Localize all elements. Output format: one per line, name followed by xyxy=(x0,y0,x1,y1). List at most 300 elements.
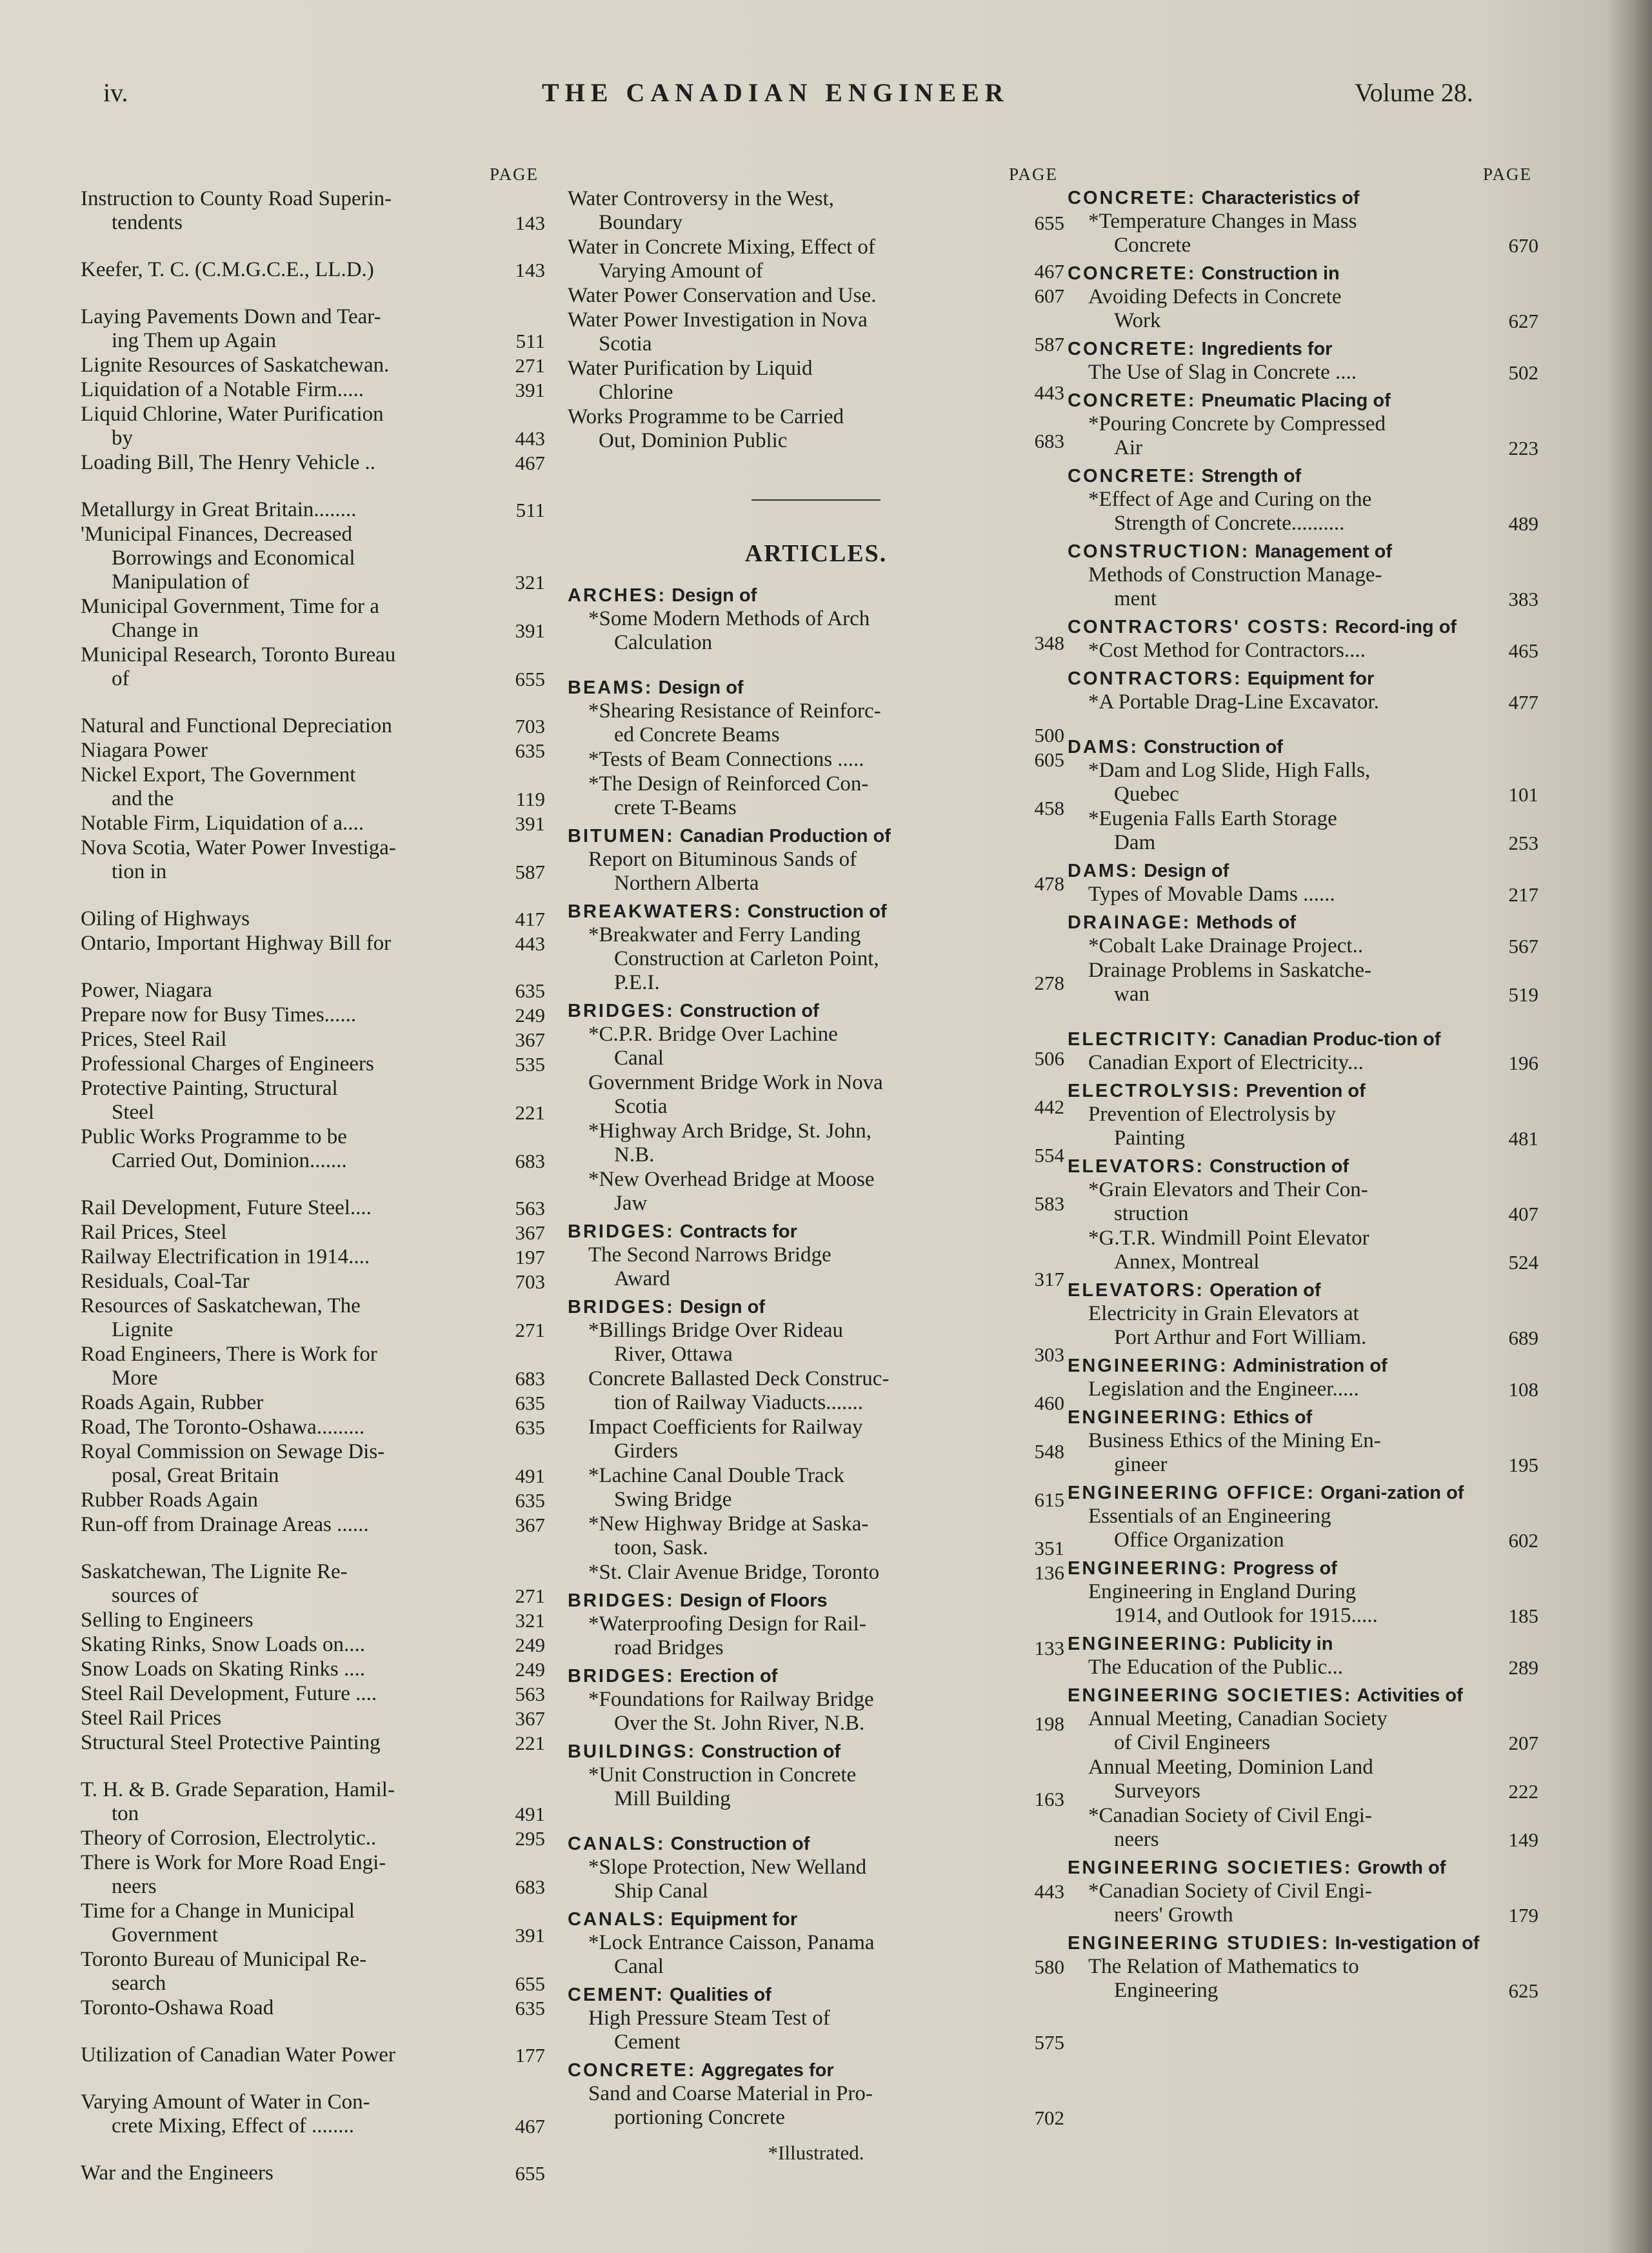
entry-page-number: 278 xyxy=(1034,972,1064,994)
entry-line: tion of Railway Viaducts....... xyxy=(614,1391,864,1414)
index-entry xyxy=(568,2082,1064,2130)
entry-line: Mill Building xyxy=(614,1787,731,1810)
entry-line: sources of xyxy=(112,1584,199,1607)
group-heading xyxy=(568,901,1064,923)
index-entry xyxy=(81,1488,545,1512)
entry-title xyxy=(81,763,486,811)
group-category: CONCRETE: xyxy=(1068,390,1197,411)
article-group xyxy=(1068,912,1538,1006)
entry-page-number: 417 xyxy=(515,908,545,930)
index-entry xyxy=(81,595,545,643)
index-entry xyxy=(81,1196,545,1220)
entry-title xyxy=(81,1343,486,1390)
entry-page-number: 575 xyxy=(1034,2031,1064,2054)
entry-title xyxy=(568,1512,1005,1560)
article-group xyxy=(1068,465,1538,536)
entry-page-number: 563 xyxy=(515,1197,545,1219)
index-entry xyxy=(81,1899,545,1947)
entry-line: *Cobalt Lake Drainage Project.. xyxy=(1088,934,1364,957)
entry-title xyxy=(81,258,486,282)
index-entry xyxy=(81,258,545,282)
entry-title xyxy=(81,1560,486,1608)
entry-page-number: 703 xyxy=(515,715,545,737)
group-subheading: In-vestigation of xyxy=(1335,1933,1480,1954)
index-entry xyxy=(81,812,545,836)
group-category: CONCRETE: xyxy=(568,2060,697,2081)
entry-page-number: 143 xyxy=(515,212,545,234)
entry-line: Nickel Export, The Government xyxy=(81,763,356,786)
group-subheading: Design of xyxy=(1144,861,1229,881)
index-entry xyxy=(81,1077,545,1125)
index-entry xyxy=(1068,563,1538,611)
entry-page-number: 185 xyxy=(1508,1605,1538,1627)
entry-line: Natural and Functional Depreciation xyxy=(81,714,392,737)
group-heading xyxy=(1068,736,1538,759)
index-entry xyxy=(1068,1051,1538,1075)
entry-line: Run-off from Drainage Areas ...... xyxy=(81,1513,369,1536)
entry-title xyxy=(81,1682,486,1706)
entry-line: crete T-Beams xyxy=(614,796,737,819)
entry-title xyxy=(568,848,1005,896)
article-group xyxy=(1068,1633,1538,1679)
group-category: CEMENT: xyxy=(568,1985,664,2005)
volume-label: Volume 28. xyxy=(1355,78,1473,107)
entry-title xyxy=(1068,1505,1479,1552)
entry-title xyxy=(568,1243,1005,1291)
entry-title xyxy=(81,1391,486,1415)
entry-page-number: 133 xyxy=(1034,1637,1064,1659)
entry-line: Sand and Coarse Material in Pro- xyxy=(588,2082,873,2105)
entry-page-number: 602 xyxy=(1508,1529,1538,1552)
entry-line: Water Controversy in the West, xyxy=(568,187,834,210)
entry-line: *Billings Bridge Over Rideau xyxy=(588,1319,844,1342)
entry-page-number: 223 xyxy=(1508,437,1538,459)
entry-page-number: 443 xyxy=(1034,1880,1064,1903)
entry-line: Lignite Resources of Saskatchewan. xyxy=(81,354,390,377)
group-subheading: Strength of xyxy=(1201,466,1302,486)
index-entry xyxy=(1068,1656,1538,1679)
entry-page-number: 149 xyxy=(1508,1828,1538,1851)
entry-line: Strength of Concrete.......... xyxy=(1114,512,1345,535)
entry-page-number: 317 xyxy=(1034,1268,1064,1290)
entry-title xyxy=(1068,1103,1479,1150)
entry-page-number: 222 xyxy=(1508,1780,1538,1803)
group-subheading: Organi-zation of xyxy=(1320,1483,1464,1503)
index-entry xyxy=(1068,1756,1538,1803)
entry-page-number: 351 xyxy=(1034,1537,1064,1559)
entry-line: Liquid Chlorine, Water Purification xyxy=(81,403,384,426)
entry-page-number: 458 xyxy=(1034,797,1064,819)
entry-page-number: 367 xyxy=(515,1707,545,1730)
group-subheading: Design of Floors xyxy=(679,1590,828,1611)
entry-title xyxy=(568,772,1005,820)
group-category: ENGINEERING: xyxy=(1068,1407,1228,1428)
index-entry xyxy=(568,2007,1064,2054)
entry-line: Time for a Change in Municipal xyxy=(81,1899,355,1923)
entry-line: neers' Growth xyxy=(1114,1903,1233,1927)
index-entry xyxy=(81,1827,545,1850)
entry-page-number: 524 xyxy=(1508,1251,1538,1274)
group-subheading: Record-ing of xyxy=(1335,617,1457,637)
group-subheading: Methods of xyxy=(1196,912,1297,933)
group-heading xyxy=(1068,1080,1538,1103)
entry-line: *Highway Arch Bridge, St. John, xyxy=(588,1119,872,1143)
index-entry xyxy=(81,1125,545,1173)
entry-line: Office Organization xyxy=(1114,1528,1284,1552)
index-entry xyxy=(81,378,545,402)
entry-line: Swing Bridge xyxy=(614,1488,732,1511)
entry-line: *Cost Method for Contractors.... xyxy=(1088,639,1366,662)
group-heading xyxy=(1068,860,1538,883)
entry-line: ton xyxy=(112,1802,139,1825)
index-entry xyxy=(81,1245,545,1269)
entry-title xyxy=(568,607,1005,655)
index-entry xyxy=(81,836,545,884)
article-group xyxy=(1068,668,1538,714)
group-heading xyxy=(568,1908,1064,1931)
index-entry xyxy=(81,763,545,811)
entry-line: *Temperature Changes in Mass xyxy=(1088,210,1357,233)
group-subheading: Construction of xyxy=(747,901,887,922)
article-group xyxy=(1068,1407,1538,1477)
group-subheading: Construction of xyxy=(1209,1156,1349,1177)
group-subheading: Pneumatic Placing of xyxy=(1201,390,1391,411)
entry-title xyxy=(568,2007,1005,2054)
group-category: BRIDGES: xyxy=(568,1666,675,1687)
group-heading xyxy=(1068,338,1538,361)
entry-page-number: 221 xyxy=(515,1101,545,1124)
group-subheading: Contracts for xyxy=(679,1221,797,1242)
entry-line: Scotia xyxy=(614,1095,668,1118)
entry-page-number: 467 xyxy=(515,452,545,474)
entry-title xyxy=(81,1996,486,2020)
entry-page-number: 655 xyxy=(515,1972,545,1995)
entry-page-number: 143 xyxy=(515,259,545,281)
entry-line: crete Mixing, Effect of ........ xyxy=(112,2114,355,2138)
article-group xyxy=(1068,541,1538,611)
article-group xyxy=(568,1833,1064,1903)
entry-line: Electricity in Grain Elevators at xyxy=(1088,1302,1359,1325)
entry-title xyxy=(568,1071,1005,1119)
group-subheading: Ethics of xyxy=(1233,1407,1313,1428)
entry-page-number: 119 xyxy=(515,788,545,810)
entry-line: The Education of the Public... xyxy=(1088,1656,1343,1679)
group-heading xyxy=(1068,263,1538,285)
entry-line: Selling to Engineers xyxy=(81,1608,254,1632)
index-entry xyxy=(81,1948,545,1996)
entry-line: *G.T.R. Windmill Point Elevator xyxy=(1088,1227,1369,1250)
entry-line: Construction at Carleton Point, xyxy=(614,947,879,970)
group-category: BUILDINGS: xyxy=(568,1741,697,1762)
entry-title xyxy=(1068,1302,1479,1350)
article-group xyxy=(568,1000,1064,1216)
group-category: ENGINEERING: xyxy=(1068,1558,1228,1579)
entry-page-number: 683 xyxy=(515,1367,545,1390)
entry-line: Borrowings and Economical xyxy=(112,546,355,570)
group-heading xyxy=(1068,465,1538,488)
index-entry xyxy=(81,305,545,353)
entry-line: Annual Meeting, Dominion Land xyxy=(1088,1756,1373,1779)
entry-line: The Second Narrows Bridge xyxy=(588,1243,831,1267)
entry-line: *Lachine Canal Double Track xyxy=(588,1464,844,1487)
entry-title xyxy=(568,1023,1005,1070)
entry-line: Steel Rail Prices xyxy=(81,1707,222,1730)
entry-line: The Relation of Mathematics to xyxy=(1088,1955,1359,1978)
entry-line: *A Portable Drag-Line Excavator. xyxy=(1088,690,1379,714)
entry-page-number: 407 xyxy=(1508,1203,1538,1225)
entry-title xyxy=(81,907,486,931)
group-heading xyxy=(568,1741,1064,1763)
entry-line: Award xyxy=(614,1267,670,1290)
entry-page-number: 477 xyxy=(1508,691,1538,714)
entry-title xyxy=(568,1319,1005,1367)
index-entry xyxy=(81,1343,545,1390)
entry-line: by xyxy=(112,426,133,450)
group-heading xyxy=(1068,616,1538,639)
index-entry xyxy=(568,1512,1064,1560)
entry-page-number: 321 xyxy=(515,1609,545,1632)
index-entry xyxy=(1068,1505,1538,1552)
group-category: CANALS: xyxy=(568,1834,666,1854)
group-heading xyxy=(568,1984,1064,2007)
group-subheading: Construction of xyxy=(701,1741,841,1762)
entry-page-number: 478 xyxy=(1034,872,1064,895)
group-heading xyxy=(1068,1857,1538,1879)
entry-page-number: 467 xyxy=(515,2115,545,2138)
group-subheading: Equipment for xyxy=(1247,668,1375,689)
index-entry xyxy=(81,2090,545,2138)
entry-page-number: 627 xyxy=(1508,310,1538,332)
article-group xyxy=(568,2059,1064,2130)
article-groups xyxy=(1068,187,1538,2003)
index-entry xyxy=(81,523,545,594)
entry-title xyxy=(81,812,486,836)
entry-title xyxy=(81,714,486,738)
entry-page-number: 348 xyxy=(1034,632,1064,654)
entry-line: Change in xyxy=(112,619,199,642)
entry-page-number: 548 xyxy=(1034,1440,1064,1463)
group-category: DAMS: xyxy=(1068,861,1139,881)
entry-title xyxy=(81,403,486,450)
entry-line: *The Design of Reinforced Con- xyxy=(588,772,869,796)
page-column-label: PAGE xyxy=(1482,165,1532,184)
entry-title xyxy=(568,1856,1005,1903)
entry-page-number: 703 xyxy=(515,1270,545,1293)
entry-line: Painting xyxy=(1114,1126,1186,1150)
entry-page-number: 249 xyxy=(515,1004,545,1026)
entry-line: tendents xyxy=(112,211,183,234)
entry-line: Work xyxy=(1114,309,1161,332)
entry-page-number: 702 xyxy=(1034,2107,1064,2129)
entry-page-number: 506 xyxy=(1034,1047,1064,1070)
entry-page-number: 207 xyxy=(1508,1732,1538,1754)
group-category: ENGINEERING SOCIETIES: xyxy=(1068,1685,1353,1706)
entry-line: Surveyors xyxy=(1114,1779,1200,1803)
entry-line: neers xyxy=(112,1875,157,1898)
entry-title xyxy=(81,1196,486,1220)
entry-title xyxy=(81,1513,486,1537)
index-column-2 xyxy=(568,161,1064,2165)
entry-title xyxy=(81,739,486,763)
index-entry xyxy=(1068,1707,1538,1755)
entry-line: *Pouring Concrete by Compressed xyxy=(1088,412,1386,436)
entry-title xyxy=(81,1270,486,1294)
group-heading xyxy=(568,2059,1064,2082)
entry-line: of Civil Engineers xyxy=(1114,1731,1270,1754)
entry-page-number: 367 xyxy=(515,1028,545,1051)
entry-title xyxy=(568,1367,1005,1415)
entry-page-number: 519 xyxy=(1508,983,1538,1006)
group-heading xyxy=(568,1590,1064,1612)
entry-title xyxy=(81,187,486,235)
entry-line: *Canadian Society of Civil Engi- xyxy=(1088,1804,1372,1827)
entry-line: Steel xyxy=(112,1101,154,1124)
article-group xyxy=(568,1221,1064,1291)
group-category: DRAINAGE: xyxy=(1068,912,1191,933)
group-subheading: Equipment for xyxy=(670,1909,798,1930)
entry-title xyxy=(568,748,1005,772)
entry-line: *Waterproofing Design for Rail- xyxy=(588,1612,866,1636)
entry-line: *C.P.R. Bridge Over Lachine xyxy=(588,1023,838,1046)
article-group xyxy=(1068,1557,1538,1628)
entry-page-number: 625 xyxy=(1508,1979,1538,2002)
index-entry xyxy=(1068,1103,1538,1150)
index-column-3 xyxy=(1068,161,1538,2008)
entry-title xyxy=(568,308,1005,356)
group-subheading: Canadian Produc-tion of xyxy=(1223,1029,1441,1050)
group-heading xyxy=(568,1833,1064,1856)
entry-page-number: 635 xyxy=(515,1392,545,1414)
entry-title xyxy=(1068,488,1479,536)
entry-line: Works Programme to be Carried xyxy=(568,405,844,428)
group-subheading: Activities of xyxy=(1357,1685,1463,1706)
entry-title xyxy=(81,1028,486,1052)
entry-page-number: 391 xyxy=(515,1924,545,1947)
entry-line: *Unit Construction in Concrete xyxy=(588,1763,857,1787)
index-entry xyxy=(81,1270,545,1294)
entry-page-number: 383 xyxy=(1508,588,1538,610)
entry-page-number: 655 xyxy=(515,2162,545,2185)
entry-page-number: 442 xyxy=(1034,1096,1064,1118)
article-group xyxy=(568,1296,1064,1585)
entry-line: tion in xyxy=(112,860,167,883)
article-group xyxy=(1068,390,1538,460)
entry-line: ing Them up Again xyxy=(112,329,277,352)
index-entry xyxy=(81,1052,545,1076)
group-category: CONTRACTORS' COSTS: xyxy=(1068,617,1330,637)
entry-line: Avoiding Defects in Concrete xyxy=(1088,285,1342,308)
entry-page-number: 580 xyxy=(1034,1956,1064,1978)
entry-page-number: 635 xyxy=(515,1416,545,1439)
page-column-label: PAGE xyxy=(489,165,539,184)
group-heading xyxy=(1068,1156,1538,1178)
group-category: BRIDGES: xyxy=(568,1001,675,1021)
index-entry xyxy=(568,357,1064,405)
entry-page-number: 670 xyxy=(1508,234,1538,257)
group-subheading: Administration of xyxy=(1232,1356,1388,1376)
entry-page-number: 367 xyxy=(515,1221,545,1244)
entry-line: Water Power Conservation and Use. xyxy=(568,284,877,307)
entry-line: Government xyxy=(112,1923,218,1947)
group-heading xyxy=(1068,1355,1538,1377)
entry-title xyxy=(1068,883,1479,906)
group-subheading: Growth of xyxy=(1357,1857,1446,1878)
entry-line: toon, Sask. xyxy=(614,1536,708,1559)
entry-line: *Dam and Log Slide, High Falls, xyxy=(1088,759,1371,782)
group-subheading: Characteristics of xyxy=(1201,188,1360,208)
entry-line: and the xyxy=(112,787,174,810)
index-entry xyxy=(1068,1227,1538,1274)
article-group xyxy=(568,901,1064,995)
index-entry xyxy=(568,699,1064,747)
entry-line: Concrete Ballasted Deck Construc- xyxy=(588,1367,890,1390)
entry-title xyxy=(568,235,1005,283)
group-heading xyxy=(1068,390,1538,412)
index-entry xyxy=(81,932,545,956)
entry-title xyxy=(81,1899,486,1947)
entry-title xyxy=(1068,1707,1479,1755)
group-category: ELEVATORS: xyxy=(1068,1280,1205,1301)
group-heading xyxy=(1068,1028,1538,1051)
entry-line: Northern Alberta xyxy=(614,872,759,895)
index-entry xyxy=(568,1561,1064,1585)
entry-line: Calculation xyxy=(614,631,713,654)
entry-line: gineer xyxy=(1114,1453,1168,1476)
entry-title xyxy=(81,1633,486,1657)
index-entry xyxy=(568,1856,1064,1903)
entry-line: Power, Niagara xyxy=(81,979,212,1002)
article-group xyxy=(568,677,1064,820)
index-entry xyxy=(81,1778,545,1826)
group-category: ENGINEERING: xyxy=(1068,1634,1228,1654)
entry-line: road Bridges xyxy=(614,1636,724,1659)
entry-title xyxy=(81,2161,486,2185)
entry-page-number: 511 xyxy=(515,330,545,352)
entry-line: *St. Clair Avenue Bridge, Toronto xyxy=(588,1561,880,1584)
entry-line: Varying Amount of Water in Con- xyxy=(81,2090,370,2114)
group-category: BRIDGES: xyxy=(568,1590,675,1611)
index-entry xyxy=(568,1071,1064,1119)
journal-title: THE CANADIAN ENGINEER xyxy=(542,78,1010,107)
entry-line: *Slope Protection, New Welland xyxy=(588,1856,867,1879)
entry-line: Lignite xyxy=(112,1318,174,1341)
entry-page-number: 443 xyxy=(1034,381,1064,404)
index-entry xyxy=(1068,1955,1538,2003)
group-category: BRIDGES: xyxy=(568,1221,675,1242)
index-entry xyxy=(568,235,1064,283)
entry-page-number: 635 xyxy=(515,1489,545,1512)
index-entry xyxy=(81,1633,545,1657)
index-list xyxy=(568,187,1064,453)
entry-line: Toronto Bureau of Municipal Re- xyxy=(81,1948,367,1971)
entry-page-number: 163 xyxy=(1034,1788,1064,1810)
index-column-1 xyxy=(81,161,545,2186)
entry-line: Liquidation of a Notable Firm..... xyxy=(81,378,364,401)
entry-line: Nova Scotia, Water Power Investiga- xyxy=(81,836,396,859)
index-entry xyxy=(81,2161,545,2185)
entry-line: Prevention of Electrolysis by xyxy=(1088,1103,1337,1126)
entry-page-number: 179 xyxy=(1508,1904,1538,1927)
entry-title xyxy=(1068,210,1479,257)
article-group xyxy=(1068,338,1538,385)
group-category: BEAMS: xyxy=(568,677,653,698)
entry-page-number: 196 xyxy=(1508,1052,1538,1074)
entry-line: Laying Pavements Down and Tear- xyxy=(81,305,381,328)
entry-page-number: 683 xyxy=(515,1150,545,1172)
article-group xyxy=(1068,1279,1538,1350)
entry-title xyxy=(81,932,486,956)
index-entry xyxy=(1068,690,1538,714)
